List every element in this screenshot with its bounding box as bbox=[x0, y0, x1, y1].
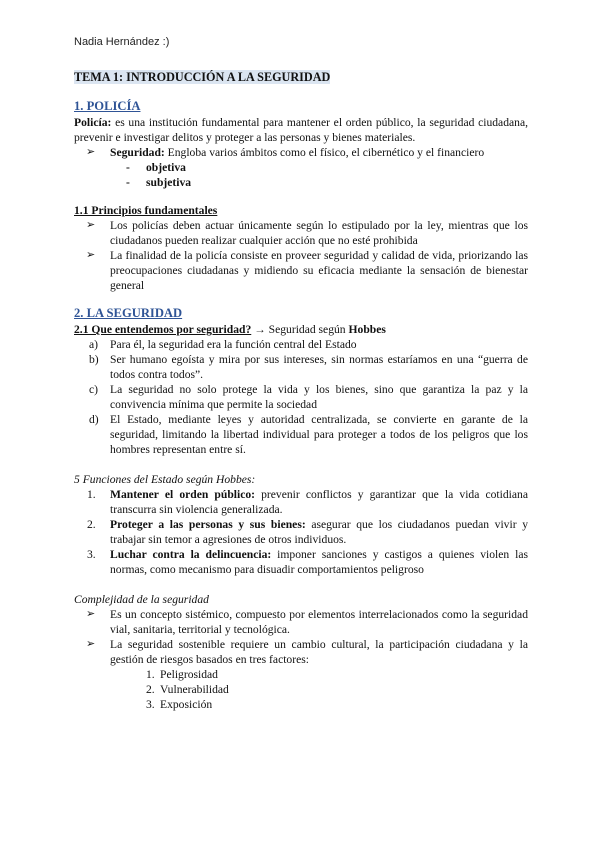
list-item: - objetiva bbox=[126, 161, 186, 174]
document-body bbox=[74, 70, 528, 712]
section-heading-principios: 1.1 Principios fundamentales bbox=[74, 204, 218, 217]
arrow-bullet-icon: ➢ bbox=[86, 608, 96, 620]
dash-bullet: - bbox=[126, 176, 130, 189]
policia-label: Policía: bbox=[74, 116, 112, 129]
list-item: 3. Exposición bbox=[146, 698, 213, 711]
question-hobbes: Hobbes bbox=[348, 323, 386, 336]
list-item: - subjetiva bbox=[126, 176, 192, 189]
list-item: b) Ser humano egoísta y mira por sus intereses, sin normas estaríamos en una “guerra de todos contra todos”. bbox=[89, 353, 528, 381]
list-item: 1. Peligrosidad bbox=[146, 668, 218, 681]
arrow-bullet-icon: ➢ bbox=[86, 249, 96, 261]
policia-text: es una institución fundamental para mantener el orden público, la seguridad ciudadana, prevenir e investigar delitos y proteger a las personas y bienes materiales. bbox=[74, 116, 528, 144]
list-item: c) La seguridad no solo protege la vida y los bienes, sino que garantiza la paz y la convivencia mínima que permite la sociedad bbox=[89, 383, 528, 411]
list-item: d) El Estado, mediante leyes y autoridad centralizada, se convierte en garante de la seguridad, limitando la libertad individual para proteger a todos de los peligros que los hombres representan entre sí. bbox=[89, 413, 528, 456]
complejidad-heading: Complejidad de la seguridad bbox=[74, 593, 209, 606]
section-heading-seguridad: 2. LA SEGURIDAD bbox=[74, 306, 183, 320]
question-label: 2.1 Que entendemos por seguridad? bbox=[74, 323, 252, 336]
list-item: ➢ La finalidad de la policía consiste en proveer seguridad y calidad de vida, priorizando las preocupaciones ciudadanas y midiendo su eficacia mediante la sensación de bienestar general bbox=[86, 249, 528, 292]
list-item: ➢ Los policías deben actuar únicamente según lo estipulado por la ley, mientras que los ciudadanos pueden realizar cualquier acción que no esté prohibida bbox=[86, 219, 528, 247]
list-item bbox=[86, 145, 528, 160]
list-item: ➢ Es un concepto sistémico, compuesto por elementos interrelacionados como la seguridad vial, sanitaria, territorial y tecnológica. bbox=[86, 608, 528, 636]
hobbes-functions-heading: 5 Funciones del Estado según Hobbes: bbox=[74, 473, 256, 486]
seguridad-label: Seguridad: bbox=[110, 146, 165, 159]
list-item: a) Para él, la seguridad era la función central del Estado bbox=[89, 338, 357, 351]
document-title: TEMA 1: INTRODUCCIÓN A LA SEGURIDAD bbox=[74, 70, 331, 84]
arrow-bullet-icon: ➢ bbox=[86, 146, 96, 158]
section-heading-policia: 1. POLICÍA bbox=[74, 99, 141, 113]
question-line bbox=[74, 322, 528, 337]
list-item: ➢ La seguridad sostenible requiere un cambio cultural, la participación ciudadana y la gestión de riesgos basados en tres factores: bbox=[86, 638, 528, 666]
arrow-right-icon: → bbox=[251, 323, 269, 336]
dash-bullet: - bbox=[126, 161, 130, 174]
list-item: 1. Mantener el orden público: prevenir conflictos y garantizar que la vida cotidiana transcurra sin violencia generalizada. bbox=[87, 488, 528, 516]
question-text: Seguridad según bbox=[268, 323, 349, 336]
arrow-bullet-icon: ➢ bbox=[86, 638, 96, 650]
policia-definition bbox=[74, 115, 528, 145]
list-item: 3. Luchar contra la delincuencia: imponer sanciones y castigos a quienes violen las normas, como mecanismo para disuadir comportamientos peligroso bbox=[87, 548, 528, 576]
seguridad-text: Engloba varios ámbitos como el físico, el cibernético y el financiero bbox=[164, 146, 485, 159]
author-header: Nadia Hernández :) bbox=[74, 36, 170, 48]
list-item: 2. Proteger a las personas y sus bienes: asegurar que los ciudadanos puedan vivir y trabajar sin temor a agresiones de otros individuos. bbox=[87, 518, 528, 546]
arrow-bullet-icon: ➢ bbox=[86, 219, 96, 231]
list-item: 2. Vulnerabilidad bbox=[146, 683, 229, 696]
